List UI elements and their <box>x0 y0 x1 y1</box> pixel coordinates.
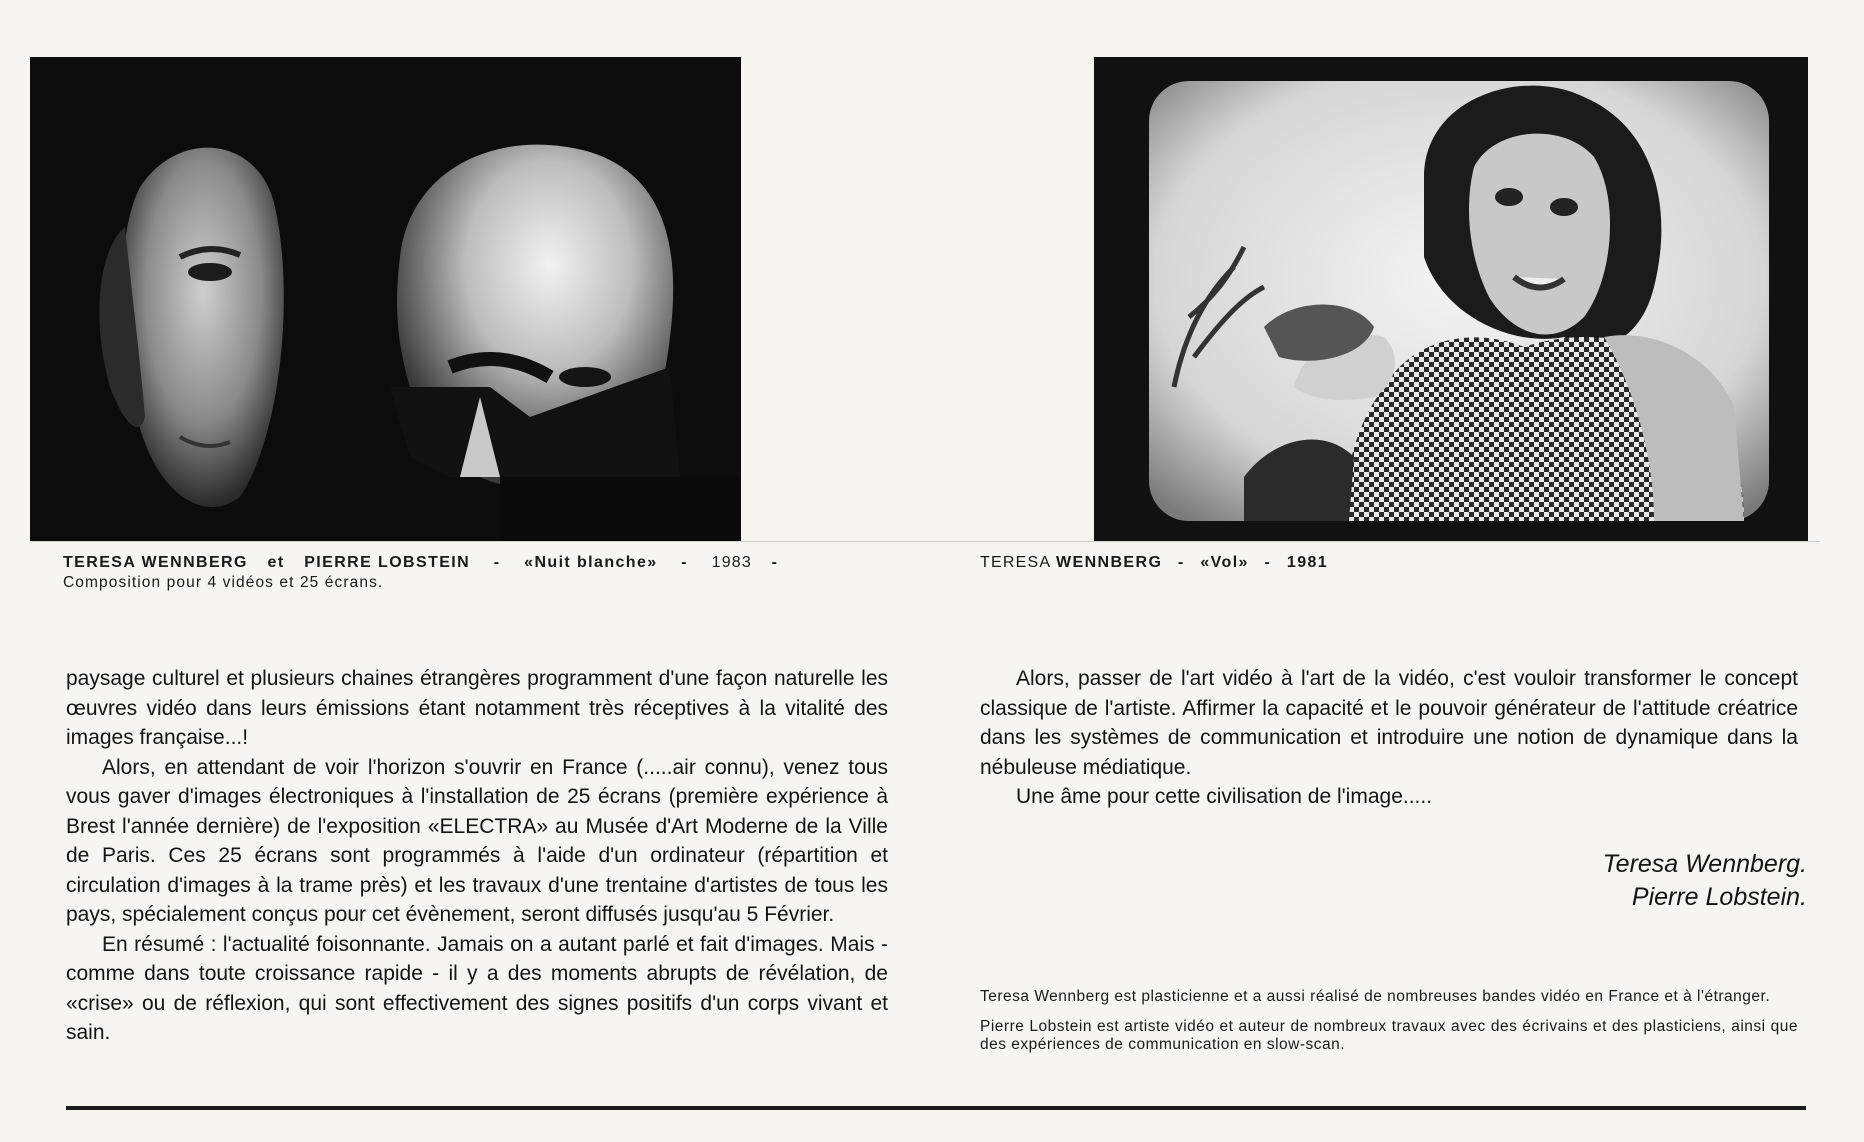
caption-dash: - <box>771 554 779 571</box>
article-column-right <box>980 664 1798 812</box>
caption-first-name: TERESA <box>980 554 1051 571</box>
signature-line-2: Pierre Lobstein. <box>1631 883 1807 911</box>
caption-year: 1983 <box>711 554 753 571</box>
bio-paragraph: Teresa Wennberg est plasticienne et a aussi réalisé de nombreuses bandes vidéo en France et à l'étranger. <box>980 988 1771 1005</box>
caption-artist-2: PIERRE LOBSTEIN <box>304 554 471 571</box>
video-still-two-faces-icon <box>30 57 741 541</box>
article-column-left <box>66 664 888 1048</box>
caption-conjunction: et <box>267 554 285 571</box>
bottom-rule <box>66 1106 1806 1110</box>
video-still-woman-on-tv-icon <box>1094 57 1808 541</box>
paragraph: paysage culturel et plusieurs chaines étrangères programment d'une façon naturelle les œuvres vidéo dans leurs émissions étant notamment très réceptives à la vitalité des images française...! <box>66 667 888 749</box>
author-bios <box>980 988 1798 1066</box>
caption-title: «Vol» <box>1200 554 1249 571</box>
paragraph: Une âme pour cette civilisation de l'image..... <box>1016 785 1433 808</box>
photo-vol <box>1094 57 1808 541</box>
caption-title: «Nuit blanche» <box>524 554 658 571</box>
caption-artist-1: TERESA WENNBERG <box>63 554 248 571</box>
caption-nuit-blanche <box>63 553 893 593</box>
paragraph: Alors, passer de l'art vidéo à l'art de la vidéo, c'est vouloir transformer le concept classique de l'artiste. Affirmer la capacité et le pouvoir générateur de l'attitude créatrice dans les systèmes de communication et introduire une notion de dynamique dans la nébuleuse médiatique. <box>980 667 1798 779</box>
caption-dash: - <box>681 554 688 571</box>
image-baseline-rule <box>30 541 1820 542</box>
paragraph: Alors, en attendant de voir l'horizon s'ouvrir en France (.....air connu), venez tous vous gaver d'images électroniques à l'installation de 25 écrans (première expérience à Brest l'année dernière) de l'exposition «ELECTRA» au Musée d'Art Moderne de la Ville de Paris. Ces 25 écrans sont programmés à l'aide d'un ordinateur (répartition et circulation d'images à la trame près) et les travaux d'une trentaine d'artistes de tous les pays, spécialement conçus pour cet évènement, seront diffusés jusqu'au 5 Février. <box>66 755 888 926</box>
paragraph: En résumé : l'actualité foisonnante. Jamais on a autant parlé et fait d'images. Mais - comme dans toute croissance rapide - il y a des moments abrupts de révélation, de «crise» ou de réflexion, qui sont effectivement des signes positifs d'un corps vivant et sain. <box>66 932 888 1044</box>
signature-line-1: Teresa Wennberg. <box>1602 850 1807 878</box>
caption-line-2: Composition pour 4 vidéos et 25 écrans. <box>63 574 384 591</box>
photo-nuit-blanche <box>30 57 741 541</box>
caption-line-1 <box>63 553 893 573</box>
caption-year: 1981 <box>1286 554 1329 571</box>
author-signature <box>1603 848 1807 914</box>
caption-dash: - <box>1264 554 1272 571</box>
caption-vol <box>980 553 1580 573</box>
caption-dash: - <box>493 554 501 571</box>
caption-dash: - <box>1177 554 1185 571</box>
bio-paragraph: Pierre Lobstein est artiste vidéo et auteur de nombreux travaux avec des écrivains et des plasticiens, ainsi que des expériences de communication en slow-scan. <box>980 1018 1798 1053</box>
caption-last-name: WENNBERG <box>1056 554 1163 571</box>
